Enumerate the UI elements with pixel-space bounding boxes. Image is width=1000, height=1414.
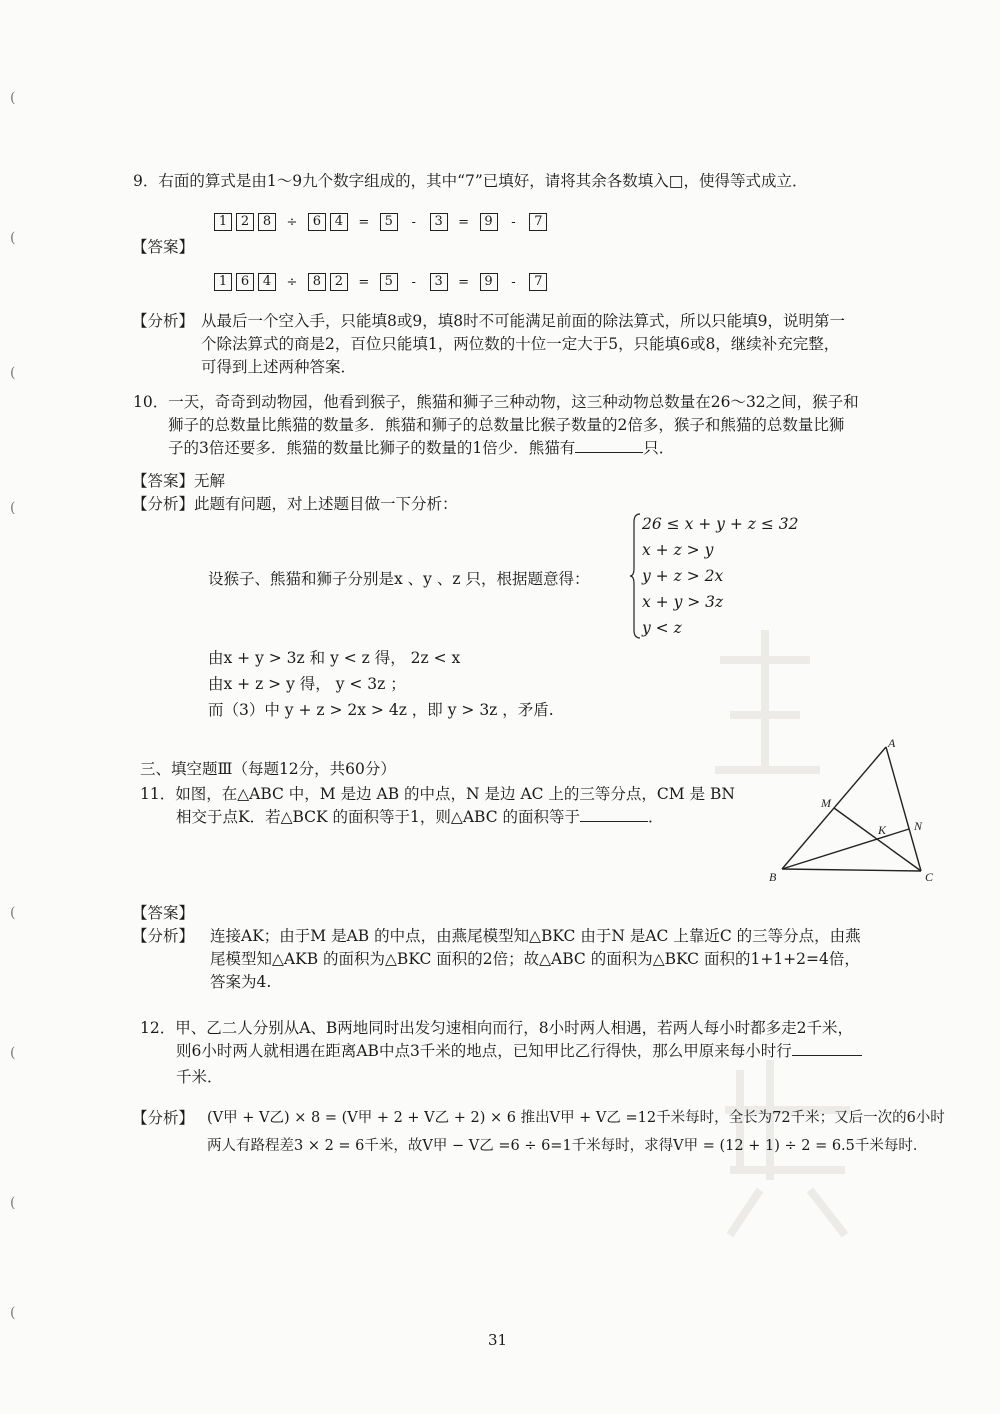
- q9-equation-2: 1 6 4 ÷ 8 2 = 5 - 3 = 9 - 7: [212, 272, 549, 291]
- binding-mark: (: [10, 1305, 16, 1321]
- binding-mark: (: [10, 90, 16, 106]
- binding-mark: (: [10, 1195, 16, 1211]
- q12-text: 12．甲、乙二人分别从A、B两地同时出发匀速相向而行，8小时两人相遇，若两人每小时都多走2千米，: [140, 1019, 854, 1037]
- page-number: 31: [488, 1331, 508, 1349]
- q9-analysis: 个除法算式的商是2，百位只能填1，两位数的十位一定大于5，只能填6或8，继续补充完整，: [201, 335, 840, 353]
- analysis-label: 【分析】: [132, 927, 195, 945]
- q9-equation-1: 1 2 8 ÷ 6 4 = 5 - 3 = 9 - 7: [212, 212, 549, 231]
- q10-text: 狮子的总数量比熊猫的数量多．熊猫和狮子的总数量比猴子数量的2倍多，猴子和熊猫的总数量比狮: [168, 416, 845, 434]
- watermark: [710, 1050, 860, 1266]
- vertex-label-k: K: [878, 823, 887, 837]
- triangle-figure: [768, 735, 948, 885]
- q11-analysis: 尾模型知△AKB 的面积为△BKC 面积的2倍；故△ABC 的面积为△BKC 面积的1+1+2=4倍，: [210, 950, 860, 968]
- binding-mark: (: [10, 230, 16, 246]
- q10-derivation: 而（3）中 y + z > 2x > 4z ，即 y > 3z ，矛盾.: [208, 701, 554, 719]
- q10-text: 10．一天，奇奇到动物园，他看到猴子，熊猫和狮子三种动物，这三种动物总数量在26～32之间，猴子和: [133, 393, 859, 411]
- binding-mark: (: [10, 500, 16, 516]
- q10-analysis: 【分析】此题有问题，对上述题目做一下分析：: [132, 495, 458, 513]
- analysis-label: 【分析】: [132, 1109, 195, 1127]
- q10-text-last: 子的3倍还要多．熊猫的数量比狮子的数量的1倍少．熊猫有 只．: [168, 439, 675, 457]
- answer-blank: [575, 438, 643, 453]
- q12-text: 则6小时两人就相遇在距离AB中点3千米的地点，已知甲比乙行得快，那么甲原来每小时行: [176, 1040, 862, 1062]
- binding-mark: (: [10, 1045, 16, 1061]
- q10-setup: 设猴子、熊猫和狮子分别是x 、y 、z 只，根据题意得：: [208, 570, 590, 588]
- vertex-label-a: A: [888, 736, 896, 750]
- q9-analysis: 从最后一个空入手，只能填8或9，填8时不可能满足前面的除法算式，所以只能填9，说明第一: [201, 312, 845, 330]
- q10-derivation: 由x + z > y 得， y < 3z ；: [208, 675, 406, 693]
- q12-text-last: 千米．: [176, 1068, 223, 1086]
- answer-blank: [580, 807, 648, 822]
- q9-text: 9．右面的算式是由1～9九个数字组成的，其中“7”已填好，请将其余各数填入□，使得等式成立．: [133, 172, 808, 190]
- q11-analysis: 答案为4.: [210, 973, 272, 991]
- analysis-label: 【分析】: [132, 312, 195, 330]
- q11-text: 11．如图，在△ABC 中，M 是边 AB 的中点，N 是边 AC 上的三等分点，CM 是 BN: [140, 785, 735, 803]
- answer-blank: [792, 1041, 862, 1056]
- vertex-label-b: B: [769, 870, 777, 884]
- q12-analysis: (V甲 + V乙) × 8 = (V甲 + 2 + V乙 + 2) × 6 推出V甲 + V乙 =12千米每时，全长为72千米；又后一次的6小时: [207, 1110, 945, 1126]
- inequality-system: 26 ≤ x + y + z ≤ 32 x + z > y y + z > 2x x + y > 3z y < z: [642, 515, 799, 637]
- q12-analysis: 两人有路程差3 × 2 = 6千米，故V甲 − V乙 =6 ÷ 6=1千米每时，求得V甲 = (12 + 1) ÷ 2 = 6.5千米每时．: [207, 1138, 928, 1154]
- q10-derivation: 由x + y > 3z 和 y < z 得， 2z < x: [208, 649, 461, 667]
- section-title: 三、填空题Ⅲ（每题12分，共60分）: [140, 760, 396, 778]
- q11-text-last: 相交于点K．若△BCK 的面积等于1，则△ABC 的面积等于 ．: [176, 808, 664, 826]
- q9-analysis: 可得到上述两种答案．: [201, 358, 357, 376]
- binding-mark: (: [10, 905, 16, 921]
- vertex-label-n: N: [914, 819, 923, 833]
- vertex-label-m: M: [821, 796, 831, 810]
- binding-mark: (: [10, 365, 16, 381]
- answer-label: 【答案】: [132, 238, 195, 256]
- vertex-label-c: C: [925, 870, 934, 884]
- answer-label: 【答案】: [132, 904, 195, 922]
- q11-analysis: 连接AK；由于M 是AB 的中点，由燕尾模型知△BKC 由于N 是AC 上靠近C 的三等分点，由燕: [210, 927, 861, 945]
- q10-answer: 【答案】无解: [132, 472, 226, 490]
- brace-icon: [630, 512, 642, 640]
